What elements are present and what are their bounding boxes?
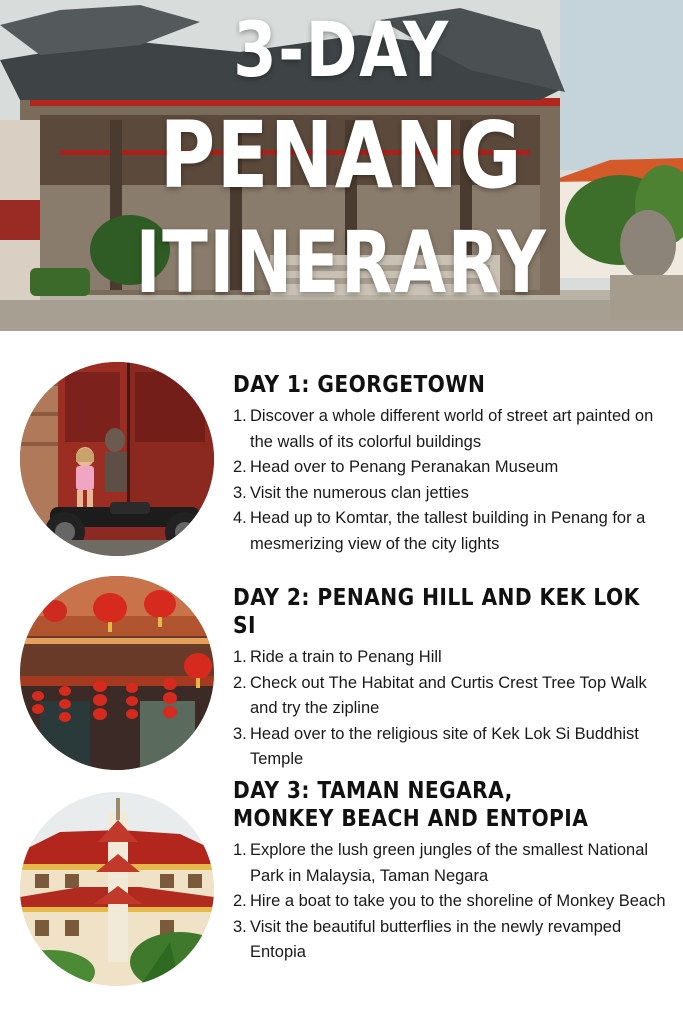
day-2-list <box>233 645 673 773</box>
day-2-title: DAY 2: PENANG HILL AND KEK LOK SI <box>233 583 640 639</box>
list-item <box>233 506 673 557</box>
title-line-2: PENANG <box>159 102 524 209</box>
item-text: Hire a boat to take you to the shoreline of Monkey Beach <box>250 892 666 910</box>
list-item <box>233 722 673 773</box>
item-number: 1. <box>233 648 247 666</box>
item-text: Ride a train to Penang Hill <box>250 648 442 666</box>
item-number: 3. <box>233 724 247 743</box>
item-text: Check out The Habitat and Curtis Crest Tree Top Walk and try the zipline <box>250 673 647 717</box>
item-text: Visit the numerous clan jetties <box>250 483 469 502</box>
item-number: 2. <box>233 673 247 692</box>
list-item <box>233 481 673 507</box>
day-3-title: DAY 3: TAMAN NEGARA, MONKEY BEACH AND ENTOPIA <box>233 776 589 832</box>
item-number: 1. <box>233 407 247 425</box>
list-item <box>233 645 673 671</box>
item-text: Head over to Penang Peranakan Museum <box>250 458 559 476</box>
red-lanterns-photo <box>20 576 214 770</box>
day-3-content <box>233 776 673 966</box>
street-art-photo <box>20 362 214 556</box>
temple-pagoda-photo <box>20 792 214 986</box>
list-item <box>233 455 673 481</box>
item-number: 1. <box>233 841 247 859</box>
item-text: Visit the beautiful butterflies in the newly revamped Entopia <box>250 917 622 961</box>
item-text: Head up to Komtar, the tallest building in Penang for a mesmerizing view of the city lights <box>250 509 646 553</box>
item-number: 3. <box>233 917 247 936</box>
hero-title <box>0 0 683 331</box>
list-item <box>233 838 673 889</box>
item-number: 2. <box>233 458 247 476</box>
day-1-content <box>233 370 673 557</box>
list-item <box>233 889 673 915</box>
list-item <box>233 671 673 722</box>
item-number: 2. <box>233 892 247 910</box>
list-item <box>233 915 673 966</box>
item-text: Head over to the religious site of Kek Lok Si Buddhist Temple <box>250 724 639 768</box>
day-1-list <box>233 404 673 557</box>
day-3-list <box>233 838 673 966</box>
item-text: Discover a whole different world of street art painted on the walls of its colorful buildings <box>250 407 654 451</box>
day-1-title: DAY 1: GEORGETOWN <box>233 370 486 398</box>
item-number: 3. <box>233 483 247 502</box>
title-line-3: ITINERARY <box>135 213 548 313</box>
day-2-content <box>233 583 673 773</box>
item-number: 4. <box>233 509 247 527</box>
hero-banner <box>0 0 683 331</box>
title-line-1: 3-DAY <box>233 5 450 94</box>
list-item <box>233 404 673 455</box>
item-text: Explore the lush green jungles of the smallest National Park in Malaysia, Taman Negara <box>250 841 649 885</box>
